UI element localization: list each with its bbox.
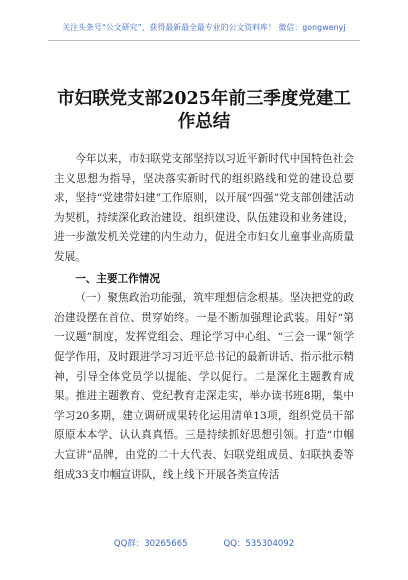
footer-qq-group: QQ群：30265665 <box>113 539 188 549</box>
footer-contact <box>0 537 408 549</box>
intro-paragraph: 今年以来，市妇联党支部坚持以习近平新时代中国特色社会主义思想为指导，坚决落实新时代的组织路线和党的建设总要求，坚持“党建带妇建”工作原则，以开展“四强”党支部创建活动为契机，持续深化政治建设、组织建设、队伍建设和业务建设，进一步激发机关党建的内生动力，促进全市妇女儿童事业高质量发展。 <box>54 153 354 263</box>
header-note: 关注头条号“公文研究”，获得最新最全最专业的公文资料库！ 微信：gongwenyj <box>62 23 346 32</box>
document-body <box>54 150 354 485</box>
section-paragraph: （一）聚焦政治功能强，筑牢理想信念根基。坚决把党的政治建设摆在首位、贯穿始终。一是不断加强理论武装。用好“第一议题”制度，发挥党组会、理论学习中心组、“三会一课”领学促学作用，及时跟进学习习近平总书记的最新讲话、指示批示精神，引导全体党员学以提能、学以促行。二是深化主题教育成果。推进主题教育、党纪教育走深走实，举办读书班8期，集中学习20多期，建立调研成果转化运用清单13项，组织党员干部原原本本学、认认真真悟。三是持续抓好思想引领。打造“巾帼大宣讲”品牌，由党的二十大代表、妇联党组成员、妇联执委等组成33支巾帼宣讲队，线上线下开展各类宣传活 <box>54 292 354 481</box>
section-heading: 一、主要工作情况 <box>75 272 160 285</box>
footer-qq: QQ：535304092 <box>223 539 295 549</box>
document-title: 市妇联党支部2025年前三季度党建工作总结 <box>57 89 351 132</box>
header-divider <box>48 40 360 41</box>
